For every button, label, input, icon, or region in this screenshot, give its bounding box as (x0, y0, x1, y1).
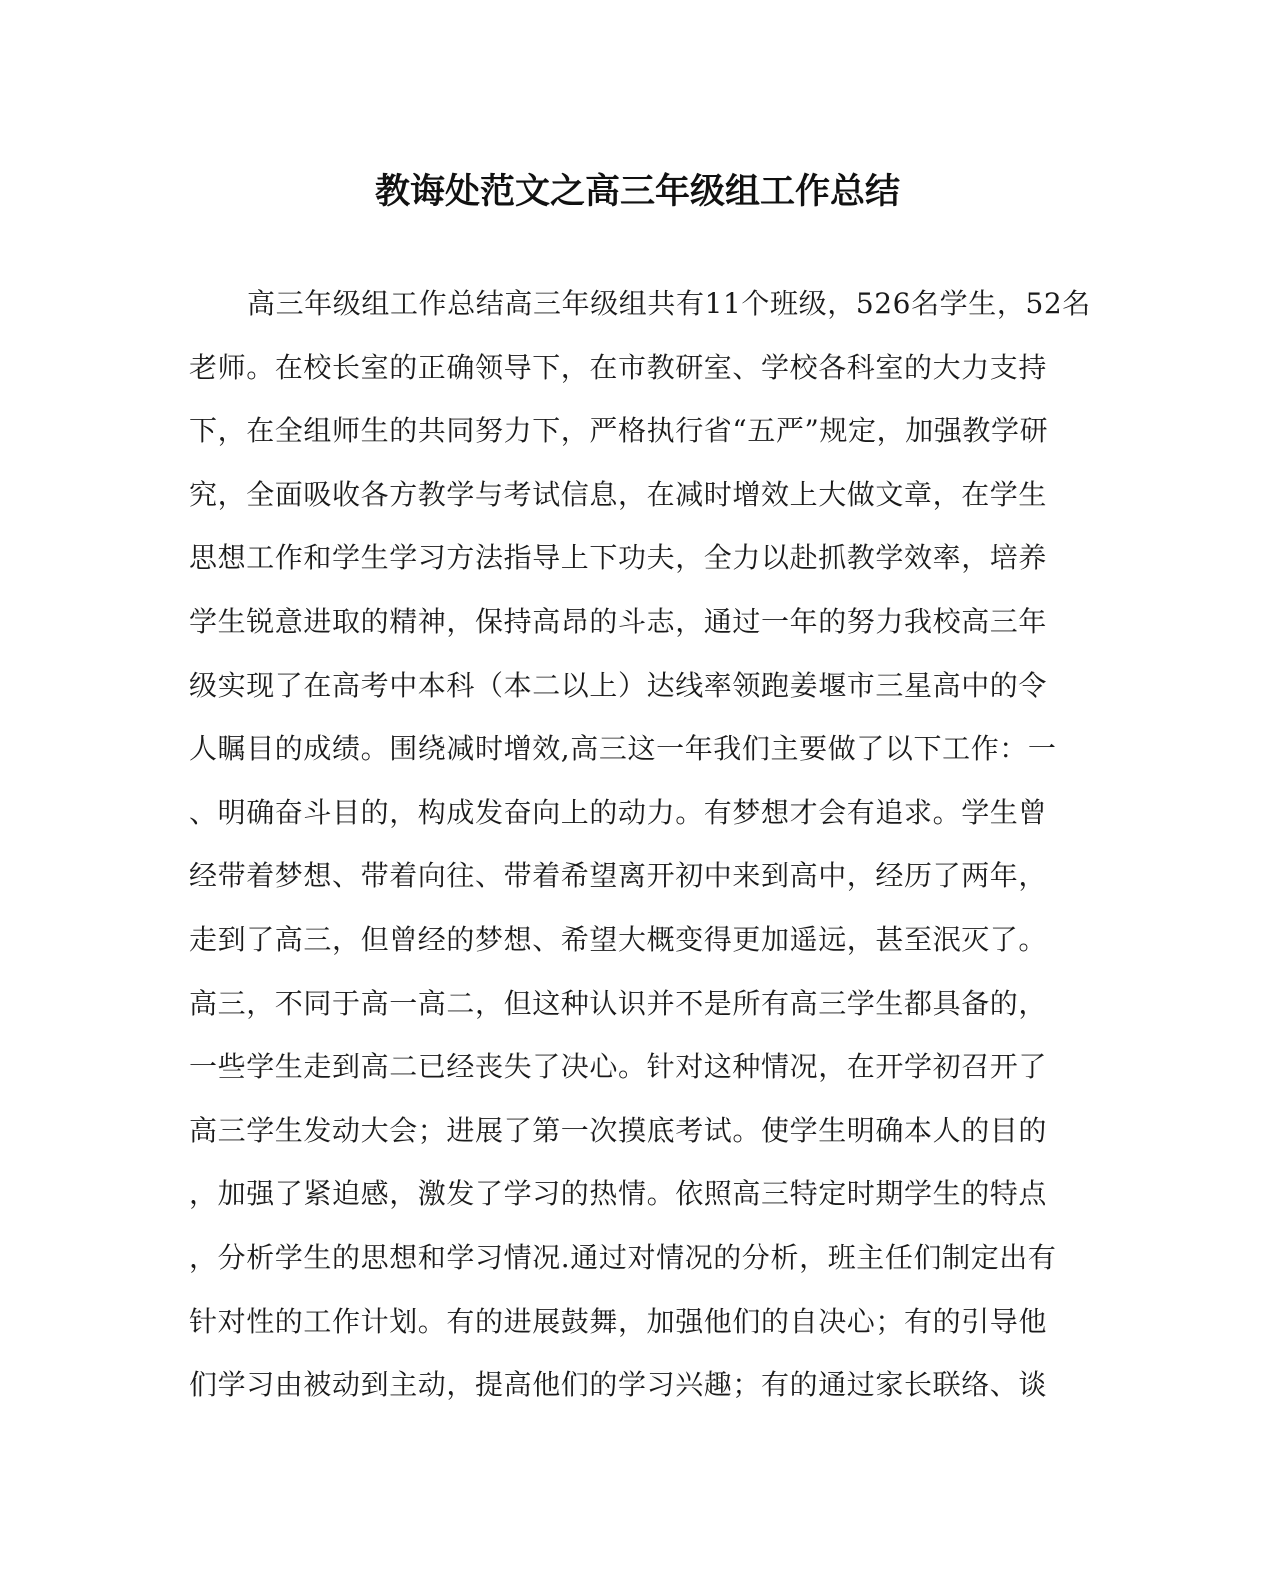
body-line: 思想工作和学生学习方法指导上下功夫，全力以赴抓教学效率，培养 (189, 541, 1048, 575)
body-line: 一些学生走到高二已经丧失了决心。针对这种情况，在开学初召开了 (189, 1050, 1048, 1084)
body-line: 人瞩目的成绩。围绕减时增效,高三这一年我们主要做了以下工作：一 (189, 732, 1057, 766)
body-line: 高三，不同于高一高二，但这种认识并不是所有高三学生都具备的， (189, 986, 1048, 1020)
body-line: 高三学生发动大会；进展了第一次摸底考试。使学生明确本人的目的 (189, 1113, 1048, 1147)
body-line: 、明确奋斗目的，构成发奋向上的动力。有梦想才会有追求。学生曾 (189, 795, 1048, 829)
document-title: 教诲处范文之高三年级组工作总结 (374, 171, 900, 212)
body-line: 级实现了在高考中本科（本二以上）达线率领跑姜堰市三星高中的令 (189, 668, 1048, 702)
body-line: 们学习由被动到主动，提高他们的学习兴趣；有的通过家长联络、谈 (189, 1368, 1048, 1402)
body-line: 下，在全组师生的共同努力下，严格执行省“五严”规定，加强教学研 (189, 414, 1049, 448)
body-line: 高三年级组工作总结高三年级组共有11个班级，526名学生，52名 (247, 287, 1091, 320)
body-line: ，分析学生的思想和学习情况.通过对情况的分析，班主任们制定出有 (189, 1240, 1057, 1274)
body-line: 经带着梦想、带着向往、带着希望离开初中来到高中，经历了两年， (189, 859, 1048, 893)
body-line: 学生锐意进取的精神，保持高昂的斗志，通过一年的努力我校高三年 (189, 604, 1048, 638)
document-body (189, 272, 1091, 1417)
body-line: 走到了高三，但曾经的梦想、希望大概变得更加遥远，甚至泯灭了。 (189, 922, 1048, 956)
body-line: 老师。在校长室的正确领导下，在市教研室、学校各科室的大力支持 (189, 350, 1048, 384)
body-line: 究，全面吸收各方教学与考试信息，在减时增效上大做文章，在学生 (189, 477, 1048, 511)
body-line: ，加强了紧迫感，激发了学习的热情。依照高三特定时期学生的特点 (189, 1177, 1048, 1211)
body-line: 针对性的工作计划。有的进展鼓舞，加强他们的自决心；有的引导他 (189, 1304, 1048, 1338)
